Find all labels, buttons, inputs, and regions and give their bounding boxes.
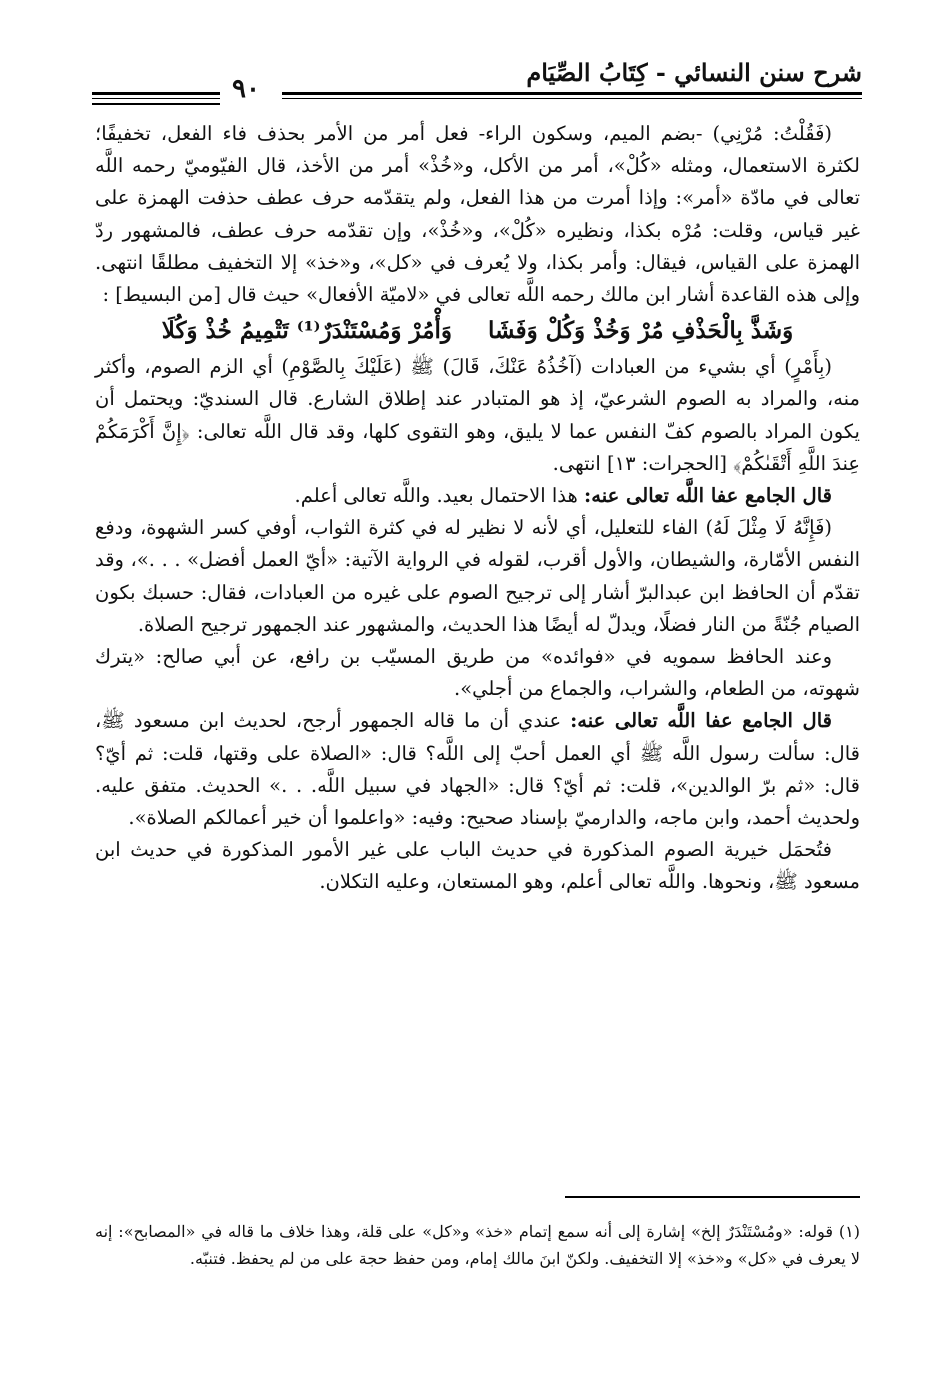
paragraph-3-lead: قال الجامع عفا اللَّه تعالى عنه: — [584, 484, 832, 508]
paragraph-7: فتُحمَل خيرية الصوم المذكورة في حديث الباب على غير الأمور المذكورة في حديث ابن مسعود ﷺ، ونحوها. واللَّه تعالى أعلم، وهو المستعان، وعليه التكلان. — [95, 838, 860, 894]
poetry-verse — [95, 311, 860, 351]
verse-second-hemistich: وَأْمُرْ وَمُسْتَنْدَرٌ⁽¹⁾ تَتْمِيمُ خُذْ وَكُلَا — [161, 317, 453, 345]
header-rule-thin — [282, 98, 862, 99]
paragraph-3 — [95, 480, 860, 512]
footnote — [95, 1218, 860, 1272]
paragraph-6-lead: قال الجامع عفا اللَّه تعالى عنه: — [570, 709, 832, 733]
paragraph-3-text: هذا الاحتمال بعيد. واللَّه تعالى أعلم. — [294, 484, 578, 508]
header-rule-left-bottom — [92, 103, 220, 105]
running-title: شرح سنن النسائي - كِتَابُ الصِّيَام — [526, 58, 862, 87]
page-number: ٩٠ — [232, 74, 260, 104]
verse-first-hemistich: وَشَذَّ بِالْحَذْفِ مُرْ وَخُذْ وَكُلْ وَفَشَا — [488, 317, 794, 345]
page-header — [92, 52, 862, 104]
footnote-separator — [565, 1196, 860, 1198]
header-rule-thick — [282, 92, 862, 95]
paragraph-6-text: عندي أن ما قاله الجمهور أرجح، لحديث ابن مسعود ﷺ، قال: سألت رسول اللَّه ﷺ أي العمل أحبّ إلى اللَّه؟ قال: «الصلاة على وقتها، قلت: ثم أيّ؟ قال: «ثم برّ الوالدين»، قلت: ثم أيّ؟ قال: «الجهاد في سبيل اللَّه. . .» الحديث. متفق عليه. ولحديث أحمد، وابن ماجه، والدارميّ بإسناد صحيح: وفيه: «واعلموا أن خير أعمالكم الصلاة». — [95, 709, 860, 830]
paragraph-4: (فَإِنَّهُ لَا مِثْلَ لَهُ) الفاء للتعليل، أي لأنه لا نظير له في كثرة الثواب، أوفي كسر الشهوة، ودفع النفس الأمّارة، والشيطان، والأول أقرب، لقوله في الرواية الآتية: «أيّ العمل أفضل» . . .»، وقد تقدّم أن الحافظ ابن عبدالبرّ أشار إلى ترجيح الصوم على غيره من العبادات، فقال: حسبك بكون الصيام جُنّةً من النار فضلًا، ويدلّ له أيضًا هذا الحديث، والمشهور عند الجمهور ترجيح الصلاة. — [95, 516, 860, 636]
paragraph-2: (بِأَمْرٍ) أي بشيء من العبادات (آخُذُهُ عَنْكَ، قَالَ) ﷺ (عَلَيْكَ بِالصَّوْمِ) أي الزم الصوم، وأكثر منه، والمراد به الصوم الشرعيّ، إذ هو المتبادر عند إطلاق الشارع. قال السنديّ: ويحتمل أن يكون المراد بالصوم كفّ النفس عما لا يليق، وهو التقوى كلها، وقد قال اللَّه تعالى: ﴿إِنَّ أَكْرَمَكُمْ عِندَ اللَّهِ أَتْقَىٰكُمْ﴾ [الحجرات: ١٣] انتهى. — [95, 355, 860, 475]
paragraph-5: وعند الحافظ سمويه في «فوائده» من طريق المسيّب بن رافع، عن أبي صالح: «يترك شهوته، من الطعام، والشراب، والجماع من أجلي». — [95, 645, 860, 701]
paragraph-1: (فَقُلْتُ: مُرْنِي) -بضم الميم، وسكون الراء- فعل أمر من الأمر بحذف فاء الفعل، تخفيفًا؛ لكثرة الاستعمال، ومثله «كُلْ»، أمر من الأكل، و«خُذْ» أمر من الأخذ، قال الفيّوميّ رحمه اللَّه تعالى في مادّة «أمر»: وإذا أمرت من هذا الفعل، ولم يتقدّمه حرف عطف حذفت الهمزة على غير قياس، وقلت: مُرْه بكذا، ونظيره «كُلْ»، و«خُذْ»، وإن تقدّمه حرف عطف، فالمشهور ردّ الهمزة على القياس، فيقال: وأمر بكذا، ولا يُعرف في «كل»، و«خذ» إلا التخفيف مطلقًا انتهى. وإلى هذه القاعدة أشار ابن مالك رحمه اللَّه تعالى في «لاميّة الأفعال» حيث قال [من البسيط] : — [95, 122, 860, 307]
header-rule-left-top — [92, 92, 220, 95]
footnote-text: (١) قوله: «ومُسْتَنْدَرٌ إلخ» إشارة إلى أنه سمع إتمام «خذ» و«كل» على قلة، وهذا خلاف ما قاله في «المصابح»: إنه لا يعرف في «كل» و«خذ» إلا التخفيف. ولكنّ ابنَ مالك إمام، ومن حفظ حجة على من لم يحفظ. فتنبّه. — [95, 1222, 860, 1268]
main-text — [95, 118, 860, 899]
paragraph-6 — [95, 705, 860, 834]
header-rule-left-middle — [92, 98, 220, 99]
